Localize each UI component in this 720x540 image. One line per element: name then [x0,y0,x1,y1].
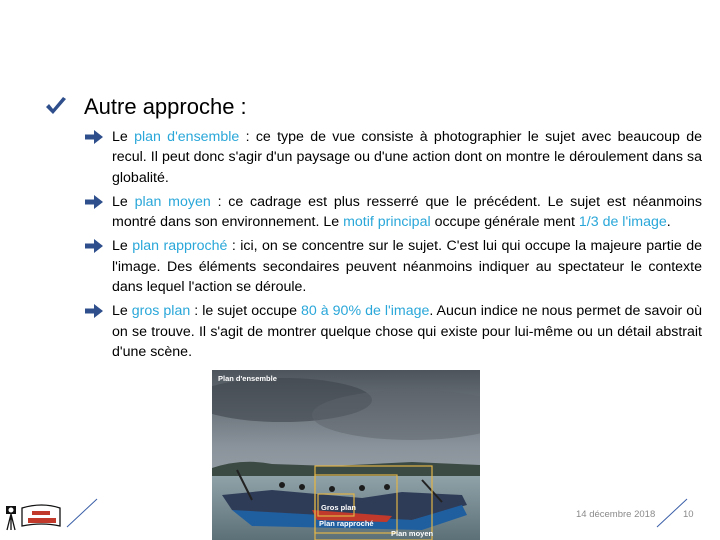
text-segment: . Aucun indice ne nous permet de savoir où on se trouve. Il s'agit de montrer quelque chose qui existe pour lui-même ou un détail abstrait d'une scène. [112,303,702,360]
bullet-text [112,301,702,362]
bullet-list [84,127,702,366]
highlighted-term: plan d'ensemble [134,129,240,145]
text-segment: : ce type de vue consiste à photographier le sujet avec beaucoup de recul. Il peut donc s'agir d'un paysage ou d'une action dont on montre le déroulement dans sa globalité. [112,129,702,186]
text-segment: : ce cadrage est plus resserré que le précédent. Le sujet est néanmoins montré dans son environnement. Le [112,193,702,231]
label-plan-moyen: Plan moyen [391,529,434,538]
camera-club-logo [4,500,64,532]
label-plan-ensemble: Plan d'ensemble [218,374,277,383]
footer-date: 14 décembre 2018 [576,509,656,520]
right-arrow-icon [84,303,104,319]
left-divider-line [66,498,98,528]
highlighted-term: motif principal [343,214,431,231]
highlighted-term: plan rapproché [132,238,228,255]
text-segment: : le sujet occupe [190,303,301,320]
text-segment: Le [112,238,133,255]
framing-example-photo [212,370,480,540]
highlighted-term: 1/3 de l'image [578,214,667,231]
bullet-item [84,236,702,297]
text-segment: . [666,214,671,231]
bullet-item [84,127,702,188]
bullet-text [112,236,702,297]
page-number: 10 [683,509,694,520]
check-icon [44,96,68,118]
highlighted-term: gros plan [131,303,191,320]
heading: Autre approche : [84,94,247,119]
bullet-text [112,127,702,188]
label-plan-rapproche: Plan rapproché [319,519,374,528]
heading-row [44,94,247,120]
highlighted-term: plan moyen [134,193,211,210]
bullet-item [84,192,702,233]
text-segment: : ici, on se concentre sur le sujet. C'est lui qui occupe la majeure partie de l'image. Des éléments secondaires peuvent néanmoins indiquer au spectateur le contexte dans lequel l'action se déroule. [112,238,702,296]
text-segment: Le [112,303,132,320]
bullet-text [112,192,702,233]
right-arrow-icon [84,129,104,145]
right-arrow-icon [84,238,104,254]
label-gros-plan: Gros plan [321,503,357,512]
bullet-item [84,301,702,362]
highlighted-term: 80 à 90% de l'image [300,303,430,320]
right-arrow-icon [84,194,104,210]
text-segment: occupe générale ment [430,214,579,231]
text-segment: Le [112,129,135,145]
text-segment: Le [112,193,135,210]
